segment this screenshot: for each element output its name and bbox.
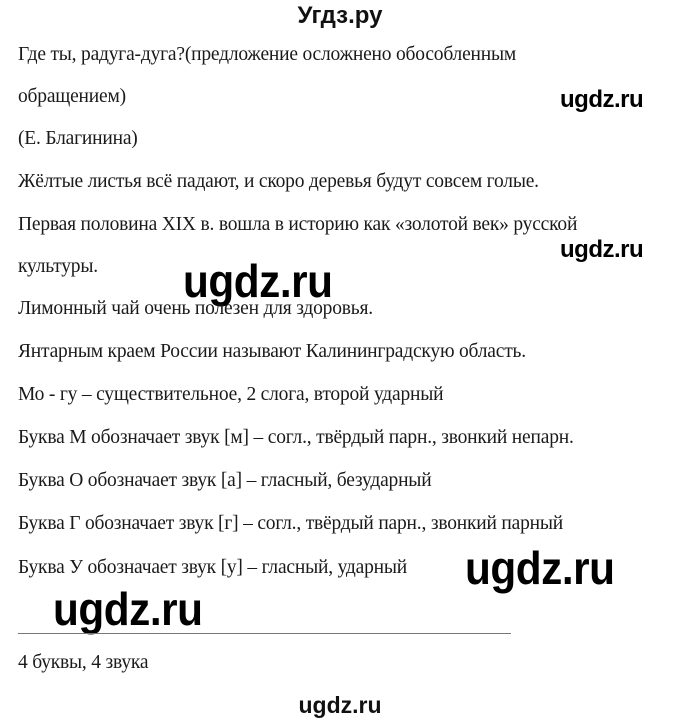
site-title: Угдз.ру	[297, 2, 383, 29]
summary-text: 4 буквы, 4 звука	[18, 652, 149, 673]
divider	[18, 633, 511, 634]
text-line: (Е. Благинина)	[18, 128, 138, 149]
text-line: Мо - гу – существительное, 2 слога, второй ударный	[18, 384, 444, 405]
text-line: Буква Г обозначает звук [г] – согл., твёрдый парн., звонкий парный	[18, 513, 564, 534]
text-line: Первая половина XIX в. вошла в историю как «золотой век» русской	[18, 214, 578, 235]
text-line: Буква М обозначает звук [м] – согл., твёрдый парн., звонкий непарн.	[18, 427, 574, 448]
text-line: культуры.	[18, 256, 98, 277]
watermark: ugdz.ru	[560, 236, 644, 263]
watermark: ugdz.ru	[560, 86, 644, 113]
text-line: Жёлтые листья всё падают, и скоро деревья будут совсем голые.	[18, 171, 539, 192]
text-line: Где ты, радуга-дуга?(предложение осложнено обособленным	[18, 44, 517, 65]
text-line: Лимонный чай очень полезен для здоровья.	[18, 298, 373, 319]
watermark: ugdz.ru	[465, 542, 615, 594]
text-line: Буква О обозначает звук [а] – гласный, безударный	[18, 470, 432, 491]
text-line: Буква У обозначает звук [у] – гласный, ударный	[18, 557, 408, 578]
text-line: обращением)	[18, 86, 126, 107]
watermark: ugdz.ru	[53, 583, 203, 635]
text-line: Янтарным краем России называют Калининградскую область.	[18, 341, 526, 362]
watermark: ugdz.ru	[183, 255, 333, 307]
footer-watermark: ugdz.ru	[298, 692, 382, 718]
